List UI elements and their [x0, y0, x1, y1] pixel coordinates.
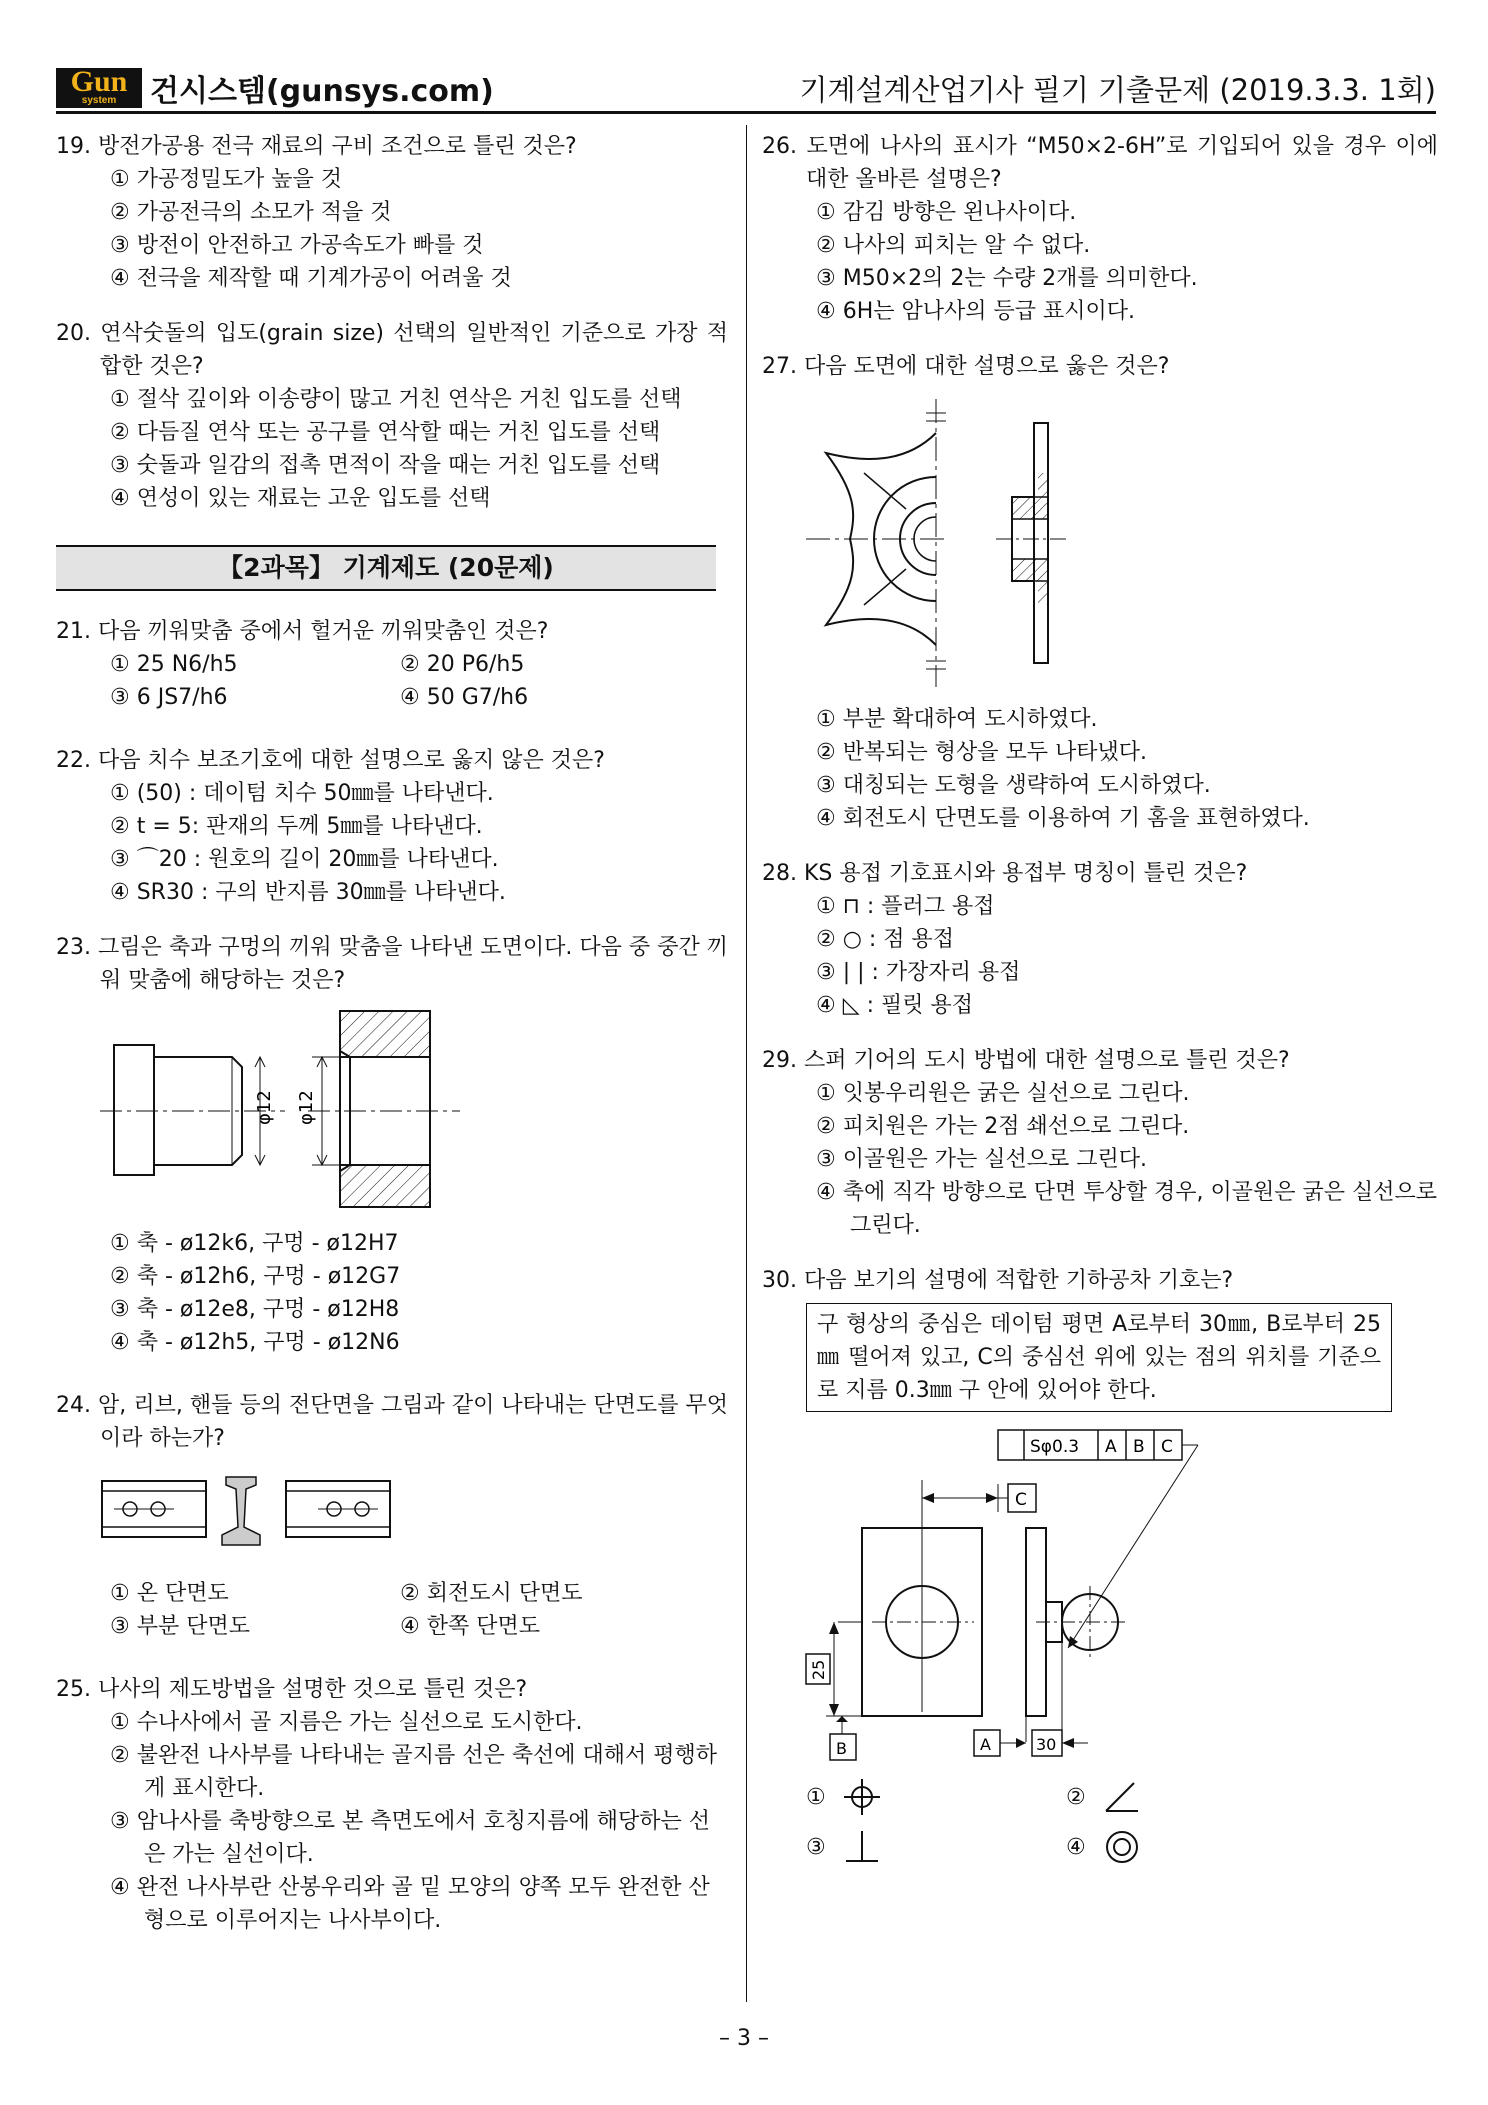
option-3: ③ 대칭되는 도형을 생략하여 도시하였다. — [816, 773, 1211, 798]
question-28 — [762, 857, 1438, 1022]
option-1: ① 잇봉우리원은 굵은 실선으로 그린다. — [816, 1081, 1190, 1106]
question-22 — [56, 744, 728, 909]
question-text: 20. 연삭숫돌의 입도(grain size) 선택의 일반적인 기준으로 가장 적합한 것은? — [56, 321, 728, 379]
datum-c-label: C — [1015, 1490, 1027, 1510]
shaft-dim-label: φ12 — [254, 1090, 275, 1125]
question-text: 30. 다음 보기의 설명에 적합한 기하공차 기호는? — [762, 1268, 1234, 1293]
option-4: ④ 축 - ø12h5, 구멍 - ø12N6 — [110, 1330, 400, 1355]
question-text: 26. 도면에 나사의 표시가 “M50×2-6H”로 기입되어 있을 경우 이에 대한 올바른 설명은? — [762, 134, 1438, 192]
fcf-datum-c: C — [1161, 1437, 1173, 1457]
option-4: ④ 연성이 있는 재료는 고운 입도를 선택 — [110, 486, 491, 511]
question-30 — [762, 1264, 1438, 1872]
document-title: 기계설계산업기사 필기 기출문제 (2019.3.3. 1회) — [799, 73, 1436, 107]
option-4: ④ — [1066, 1822, 1438, 1872]
option-4: ④ 한쪽 단면도 — [400, 1614, 540, 1639]
page-number: – 3 – — [719, 2026, 769, 2051]
option-1: ① 부분 확대하여 도시하였다. — [816, 707, 1098, 732]
option-2: ② 다듬질 연삭 또는 공구를 연삭할 때는 거친 입도를 선택 — [110, 420, 661, 445]
question-text: 24. 암, 리브, 핸들 등의 전단면을 그림과 같이 나타내는 단면도를 무엇이라 하는가? — [56, 1393, 728, 1451]
hole-dim-label: φ12 — [296, 1090, 317, 1125]
option-2: ② — [1066, 1772, 1438, 1822]
option-1: ① ⊓ : 플러그 용접 — [816, 894, 995, 919]
option-2: ② 나사의 피치는 알 수 없다. — [816, 233, 1091, 258]
option-2: ② 회전도시 단면도 — [400, 1581, 583, 1606]
question-text: 27. 다음 도면에 대한 설명으로 옳은 것은? — [762, 354, 1170, 379]
brand-name: 건시스템(gunsys.com) — [150, 74, 494, 109]
question-text: 21. 다음 끼워맞춤 중에서 헐거운 끼워맞춤인 것은? — [56, 619, 549, 644]
question-29 — [762, 1044, 1438, 1242]
option-4: ④ SR30 : 구의 반지름 30㎜를 나타낸다. — [110, 880, 506, 905]
option-2: ② 반복되는 형상을 모두 나타냈다. — [816, 740, 1147, 765]
option-3: ③ 이골원은 가는 실선으로 그린다. — [816, 1147, 1147, 1172]
option-1: ① 수나사에서 골 지름은 가는 실선으로 도시한다. — [110, 1710, 583, 1735]
option-2: ② t = 5: 판재의 두께 5㎜를 나타낸다. — [110, 814, 483, 839]
option-3: ③ 6 JS7/h6 — [110, 685, 228, 710]
fcf-tolerance: Sφ0.3 — [1030, 1437, 1080, 1457]
question-text: 23. 그림은 축과 구멍의 끼워 맞춤을 나타낸 도면이다. 다음 중 중간 끼워 맞춤에 해당하는 것은? — [56, 935, 728, 993]
option-2: ② 가공전극의 소모가 적을 것 — [110, 200, 392, 225]
symbol-options — [762, 1772, 1438, 1872]
option-3: ③ 암나사를 축방향으로 본 측면도에서 호칭지름에 해당하는 선은 가는 실선이다. — [110, 1809, 710, 1867]
question-25 — [56, 1673, 728, 1937]
option-3: ③ 방전이 안전하고 가공속도가 빠를 것 — [110, 233, 484, 258]
option-3: ③ | | : 가장자리 용접 — [816, 960, 1021, 985]
option-4: ④ 완전 나사부란 산봉우리와 골 밑 모양의 양쪽 모두 완전한 산형으로 이루어지는 나사부이다. — [110, 1875, 710, 1933]
question-21 — [56, 615, 728, 714]
header-rule — [56, 111, 1436, 114]
option-4: ④ 축에 직각 방향으로 단면 투상할 경우, 이골원은 굵은 실선으로 그린다. — [816, 1180, 1437, 1238]
option-2: ② 축 - ø12h6, 구멍 - ø12G7 — [110, 1264, 401, 1289]
question-text: 22. 다음 치수 보조기호에 대한 설명으로 옳지 않은 것은? — [56, 748, 605, 773]
option-1: ① 감김 방향은 왼나사이다. — [816, 200, 1077, 225]
wheel-partial-figure — [806, 393, 1438, 693]
option-1: ① — [806, 1772, 1066, 1822]
option-2: ② ○ : 점 용접 — [816, 927, 955, 952]
dim-25-label: 25 — [809, 1659, 828, 1680]
concentricity-icon — [1102, 1827, 1142, 1867]
option-3: ③ 부분 단면도 — [110, 1614, 250, 1639]
option-2: ② 피치원은 가는 2점 쇄선으로 그린다. — [816, 1114, 1190, 1139]
right-column — [762, 130, 1438, 1894]
page-header — [56, 64, 1436, 112]
question-24 — [56, 1389, 728, 1643]
option-3: ③ — [806, 1822, 1066, 1872]
gunsystem-logo: Gun system — [56, 68, 142, 108]
option-4: ④ 6H는 암나사의 등급 표시이다. — [816, 299, 1136, 324]
description-box: 구 형상의 중심은 데이텀 평면 A로부터 30㎜, B로부터 25㎜ 떨어져 있고, C의 중심선 위에 있는 점의 위치를 기준으로 지름 0.3㎜ 구 안에 있어야 한다. — [806, 1303, 1392, 1412]
option-1: ① 축 - ø12k6, 구멍 - ø12H7 — [110, 1231, 399, 1256]
option-3: ③ 숫돌과 일감의 접촉 면적이 작을 때는 거친 입도를 선택 — [110, 453, 661, 478]
option-4: ④ 전극을 제작할 때 기계가공이 어려울 것 — [110, 266, 512, 291]
datum-a-label: A — [980, 1735, 991, 1754]
question-19 — [56, 130, 728, 295]
left-column — [56, 130, 728, 1959]
geometric-tolerance-figure — [798, 1422, 1438, 1762]
dim-30-label: 30 — [1036, 1735, 1057, 1754]
perpendicularity-icon — [842, 1827, 882, 1867]
option-2: ② 20 P6/h5 — [400, 652, 525, 677]
option-3: ③ M50×2의 2는 수량 2개를 의미한다. — [816, 266, 1198, 291]
column-divider — [746, 125, 747, 2002]
question-text: 19. 방전가공용 전극 재료의 구비 조건으로 틀린 것은? — [56, 134, 577, 159]
option-1: ① 25 N6/h5 — [110, 652, 238, 677]
question-27 — [762, 350, 1438, 835]
option-1: ① 가공정밀도가 높을 것 — [110, 167, 342, 192]
fcf-datum-b: B — [1133, 1437, 1145, 1457]
question-26 — [762, 130, 1438, 328]
option-4: ④ ◺ : 필릿 용접 — [816, 993, 974, 1018]
question-20 — [56, 317, 728, 515]
shaft-hole-fit-figure — [100, 1007, 728, 1217]
option-4: ④ 50 G7/h6 — [400, 685, 529, 710]
option-2: ② 불완전 나사부를 나타내는 골지름 선은 축선에 대해서 평행하게 표시한다. — [110, 1743, 717, 1801]
option-1: ① 절삭 깊이와 이송량이 많고 거친 연삭은 거친 입도를 선택 — [110, 387, 682, 412]
datum-b-label: B — [836, 1739, 847, 1758]
section-title: 【2과목】 기계제도 (20문제) — [56, 545, 716, 591]
question-text: 25. 나사의 제도방법을 설명한 것으로 틀린 것은? — [56, 1677, 528, 1702]
option-3: ③ ⌒20 : 원호의 길이 20㎜를 나타낸다. — [110, 847, 499, 872]
option-1: ① 온 단면도 — [110, 1581, 229, 1606]
position-icon — [842, 1777, 882, 1817]
option-1: ① (50) : 데이텀 치수 50㎜를 나타낸다. — [110, 781, 494, 806]
fcf-datum-a: A — [1105, 1437, 1117, 1457]
rail-section-figure — [100, 1471, 728, 1557]
question-text: 29. 스퍼 기어의 도시 방법에 대한 설명으로 틀린 것은? — [762, 1048, 1290, 1073]
question-text: 28. KS 용접 기호표시와 용접부 명칭이 틀린 것은? — [762, 861, 1248, 886]
question-23 — [56, 931, 728, 1359]
angularity-icon — [1102, 1777, 1142, 1817]
option-3: ③ 축 - ø12e8, 구멍 - ø12H8 — [110, 1297, 400, 1322]
option-4: ④ 회전도시 단면도를 이용하여 기 홈을 표현하였다. — [816, 806, 1310, 831]
